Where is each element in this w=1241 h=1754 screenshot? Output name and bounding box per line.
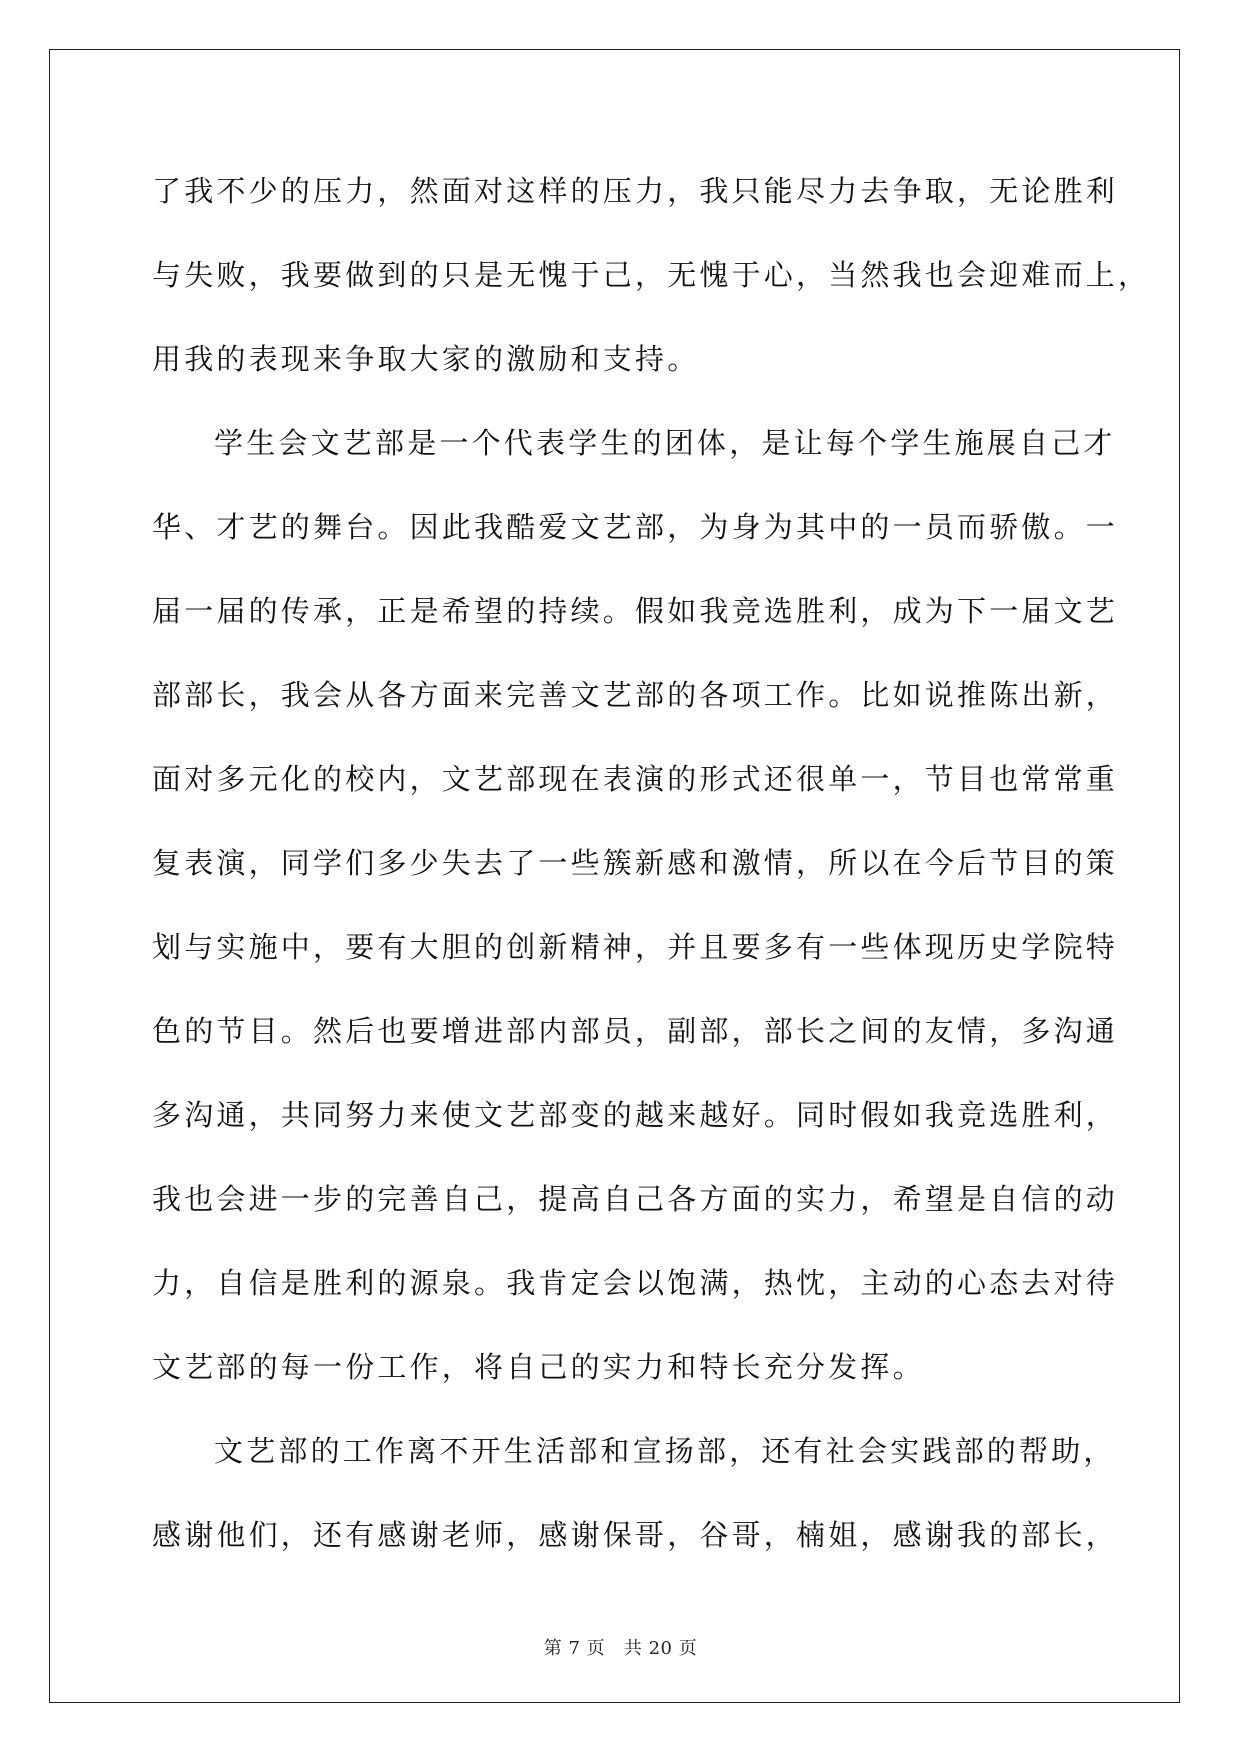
text-line: 文艺部的每一份工作，将自己的实力和特长充分发挥。	[152, 1350, 925, 1384]
text-line: 届一届的传承，正是希望的持续。假如我竞选胜利，成为下一届文艺	[152, 594, 1119, 628]
text-line: 面对多元化的校内，文艺部现在表演的形式还很单一，节目也常常重	[152, 762, 1119, 796]
text-line: 复表演，同学们多少失去了一些簇新感和激情，所以在今后节目的策	[152, 846, 1119, 880]
text-line: 学生会文艺部是一个代表学生的团体，是让每个学生施展自己才	[214, 426, 1116, 460]
text-line: 部部长，我会从各方面来完善文艺部的各项工作。比如说推陈出新，	[152, 678, 1119, 712]
text-line: 力，自信是胜利的源泉。我肯定会以饱满，热忱，主动的心态去对待	[152, 1266, 1119, 1300]
page-footer	[0, 1634, 1241, 1660]
body-text	[152, 163, 1151, 1591]
text-line: 感谢他们，还有感谢老师，感谢保哥，谷哥，楠姐，感谢我的部长，	[152, 1518, 1119, 1552]
page-number: 第 7 页	[543, 1638, 606, 1659]
text-line: 我也会进一步的完善自己，提高自己各方面的实力，希望是自信的动	[152, 1182, 1119, 1216]
text-line: 了我不少的压力，然面对这样的压力，我只能尽力去争取，无论胜利	[152, 174, 1119, 208]
text-line: 与失败，我要做到的只是无愧于己，无愧于心，当然我也会迎难而上，	[152, 258, 1151, 292]
text-line: 文艺部的工作离不开生活部和宣扬部，还有社会实践部的帮助，	[214, 1434, 1116, 1468]
text-line: 多沟通，共同努力来使文艺部变的越来越好。同时假如我竞选胜利，	[152, 1098, 1119, 1132]
text-line: 华、才艺的舞台。因此我酷爱文艺部，为身为其中的一员而骄傲。一	[152, 510, 1119, 544]
page-total: 共 20 页	[623, 1638, 698, 1659]
text-line: 划与实施中，要有大胆的创新精神，并且要多有一些体现历史学院特	[152, 930, 1119, 964]
text-line: 色的节目。然后也要增进部内部员，副部，部长之间的友情，多沟通	[152, 1014, 1119, 1048]
text-line: 用我的表现来争取大家的激励和支持。	[152, 342, 700, 376]
